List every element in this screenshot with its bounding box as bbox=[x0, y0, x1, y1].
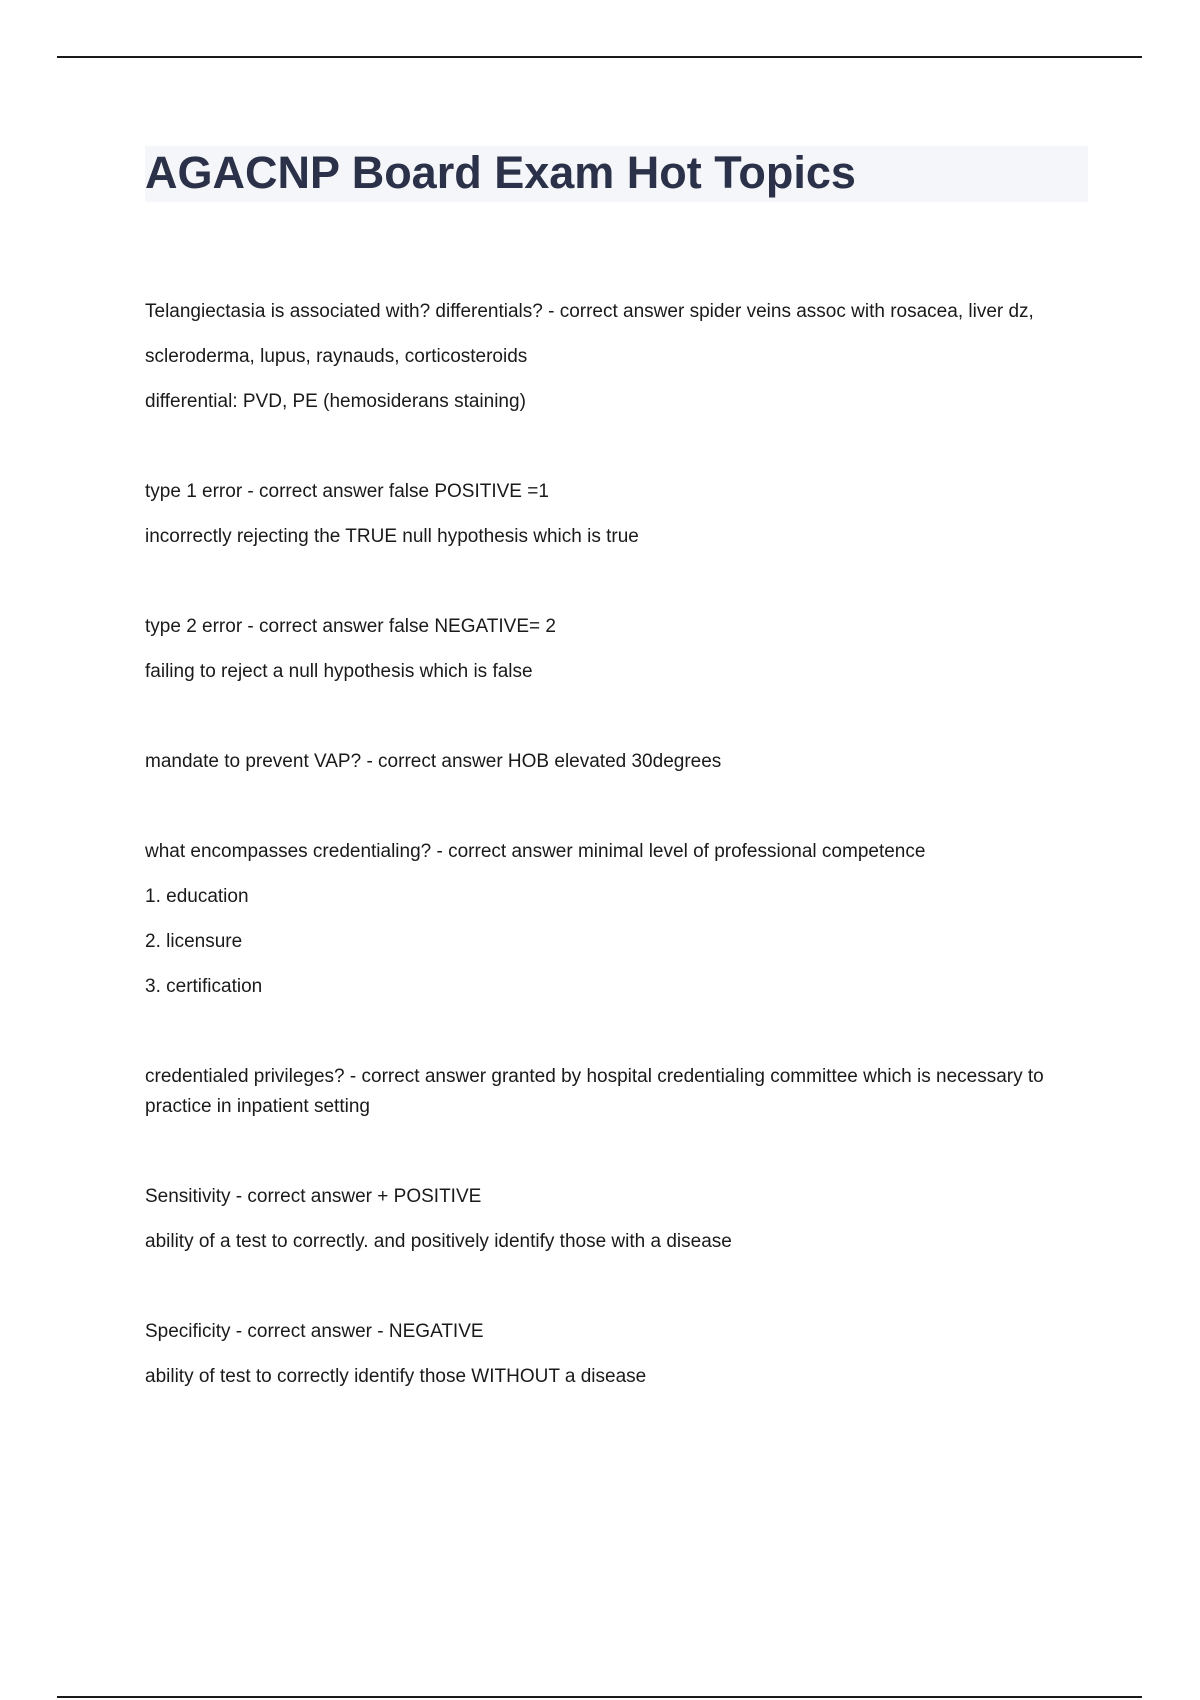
entry-line: Sensitivity - correct answer + POSITIVE bbox=[145, 1186, 482, 1207]
entry-line: Specificity - correct answer - NEGATIVE bbox=[145, 1321, 484, 1342]
entry-line: 3. certification bbox=[145, 976, 263, 997]
entry-line: ability of test to correctly identify those WITHOUT a disease bbox=[145, 1366, 647, 1387]
qa-entry-telangiectasia bbox=[145, 289, 1090, 424]
entry-line: incorrectly rejecting the TRUE null hypothesis which is true bbox=[145, 526, 639, 547]
qa-entry-specificity bbox=[145, 1309, 1090, 1399]
qa-entry-vap bbox=[145, 739, 1090, 784]
entry-line: Telangiectasia is associated with? differentials? - correct answer spider veins assoc with rosacea, liver dz, bbox=[145, 301, 1034, 322]
entry-line: type 1 error - correct answer false POSITIVE =1 bbox=[145, 481, 549, 502]
entry-line: mandate to prevent VAP? - correct answer HOB elevated 30degrees bbox=[145, 751, 722, 772]
entry-line: ability of a test to correctly. and positively identify those with a disease bbox=[145, 1231, 732, 1252]
entry-line: 2. licensure bbox=[145, 931, 243, 952]
entry-line: scleroderma, lupus, raynauds, corticosteroids bbox=[145, 346, 528, 367]
entry-line: type 2 error - correct answer false NEGATIVE= 2 bbox=[145, 616, 556, 637]
qa-entry-sensitivity bbox=[145, 1174, 1090, 1264]
qa-entry-credentialing bbox=[145, 829, 1090, 1009]
entry-line: failing to reject a null hypothesis which is false bbox=[145, 661, 533, 682]
bottom-page-rule bbox=[57, 1696, 1142, 1698]
document-title: AGACNP Board Exam Hot Topics bbox=[145, 147, 856, 198]
entry-line: 1. education bbox=[145, 886, 249, 907]
top-page-rule bbox=[57, 56, 1142, 58]
document-body bbox=[145, 289, 1090, 1444]
qa-entry-type-1-error bbox=[145, 469, 1090, 559]
entry-line: differential: PVD, PE (hemosiderans staining) bbox=[145, 391, 526, 412]
entry-line: credentialed privileges? - correct answer granted by hospital credentialing committee which is necessary to practice in inpatient setting bbox=[145, 1066, 1044, 1117]
qa-entry-type-2-error bbox=[145, 604, 1090, 694]
entry-line: what encompasses credentialing? - correct answer minimal level of professional competence bbox=[145, 841, 926, 862]
qa-entry-credentialed-privileges bbox=[145, 1054, 1090, 1129]
